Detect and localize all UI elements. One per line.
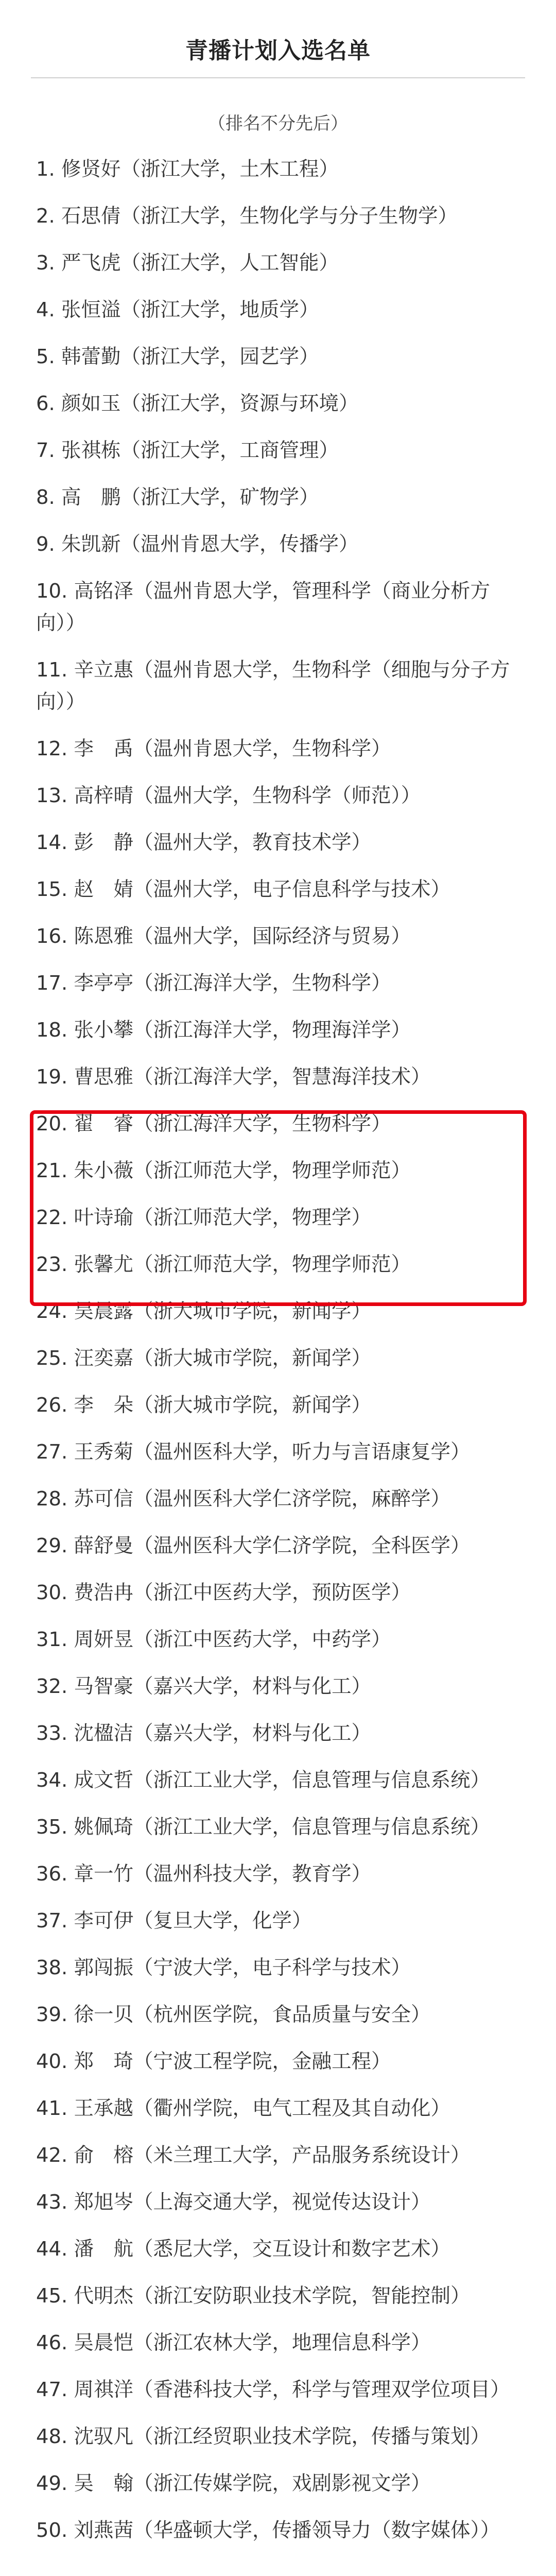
list-item: 23. 张馨尤（浙江师范大学，物理学师范） bbox=[36, 1253, 411, 1276]
list-item: 22. 叶诗瑜（浙江师范大学，物理学） bbox=[36, 1206, 371, 1229]
list-item: 11. 辛立惠（温州肯恩大学，生物科学（细胞与分子方向）） bbox=[36, 658, 510, 714]
list-item: 40. 郑 琦（宁波工程学院，金融工程） bbox=[36, 2050, 391, 2073]
list-item: 20. 翟 睿（浙江海洋大学，生物科学） bbox=[36, 1112, 391, 1136]
list-item: 8. 高 鹏（浙江大学，矿物学） bbox=[36, 486, 319, 509]
list-item: 33. 沈楹洁（嘉兴大学，材料与化工） bbox=[36, 1722, 371, 1745]
list-item: 27. 王秀菊（温州医科大学，听力与言语康复学） bbox=[36, 1440, 471, 1464]
list-item: 46. 吴晨恺（浙江农林大学，地理信息科学） bbox=[36, 2331, 431, 2354]
list-item: 25. 汪奕嘉（浙大城市学院，新闻学） bbox=[36, 1347, 371, 1370]
page-title: 青播计划入选名单 bbox=[185, 38, 371, 64]
list-item: 32. 马智豪（嘉兴大学，材料与化工） bbox=[36, 1675, 371, 1698]
list-item: 17. 李亭亭（浙江海洋大学，生物科学） bbox=[36, 972, 391, 995]
list-item: 13. 高梓晴（温州大学，生物科学（师范）） bbox=[36, 784, 421, 807]
list-item: 50. 刘燕茜（华盛顿大学，传播领导力（数字媒体）） bbox=[36, 2519, 500, 2542]
list-item: 28. 苏可信（温州医科大学仁济学院，麻醉学） bbox=[36, 1487, 450, 1511]
highlight-box bbox=[30, 1110, 527, 1306]
list-item: 14. 彭 静（温州大学，教育技术学） bbox=[36, 831, 371, 854]
list-item: 44. 潘 航（悉尼大学，交互设计和数字艺术） bbox=[36, 2238, 450, 2261]
list-item: 4. 张恒溢（浙江大学，地质学） bbox=[36, 298, 319, 321]
list-item: 29. 薛舒曼（温州医科大学仁济学院，全科医学） bbox=[36, 1534, 471, 1557]
list-item: 26. 李 朵（浙大城市学院，新闻学） bbox=[36, 1394, 371, 1417]
list-item: 15. 赵 婧（温州大学，电子信息科学与技术） bbox=[36, 878, 450, 901]
list-item: 1. 修贤好（浙江大学，土木工程） bbox=[36, 158, 339, 181]
list-item: 45. 代明杰（浙江安防职业技术学院，智能控制） bbox=[36, 2284, 471, 2308]
list-item: 42. 俞 榕（米兰理工大学，产品服务系统设计） bbox=[36, 2144, 471, 2167]
list-item: 47. 周祺洋（香港科技大学，科学与管理双学位项目） bbox=[36, 2378, 510, 2401]
list-item: 30. 费浩冉（浙江中医药大学，预防医学） bbox=[36, 1581, 411, 1604]
list-item: 7. 张祺栋（浙江大学，工商管理） bbox=[36, 439, 339, 462]
list-item: 21. 朱小薇（浙江师范大学，物理学师范） bbox=[36, 1159, 411, 1182]
list-item: 6. 颜如玉（浙江大学，资源与环境） bbox=[36, 392, 359, 415]
list-item: 37. 李可伊（复旦大学，化学） bbox=[36, 1909, 312, 1933]
list-item: 38. 郭闯振（宁波大学，电子科学与技术） bbox=[36, 1956, 411, 1979]
list-item: 49. 吴 翰（浙江传媒学院，戏剧影视文学） bbox=[36, 2472, 431, 2495]
list-item: 19. 曹思雅（浙江海洋大学，智慧海洋技术） bbox=[36, 1065, 431, 1089]
list-item: 36. 章一竹（温州科技大学，教育学） bbox=[36, 1862, 371, 1886]
list-item: 3. 严飞虎（浙江大学，人工智能） bbox=[36, 251, 339, 275]
list-item: 16. 陈恩雅（温州大学，国际经济与贸易） bbox=[36, 925, 411, 948]
list-item: 31. 周妍昱（浙江中医药大学，中药学） bbox=[36, 1628, 391, 1651]
list-item: 35. 姚佩琦（浙江工业大学，信息管理与信息系统） bbox=[36, 1816, 490, 1839]
title-divider bbox=[31, 77, 525, 78]
list-item: 18. 张小攀（浙江海洋大学，物理海洋学） bbox=[36, 1019, 411, 1042]
list-item: 39. 徐一贝（杭州医学院，食品质量与安全） bbox=[36, 2003, 431, 2026]
list-item: 34. 成文哲（浙江工业大学，信息管理与信息系统） bbox=[36, 1769, 490, 1792]
list-item: 10. 高铭泽（温州肯恩大学，管理科学（商业分析方向）） bbox=[36, 580, 490, 635]
selected-list bbox=[36, 154, 525, 2562]
list-item: 2. 石思倩（浙江大学，生物化学与分子生物学） bbox=[36, 205, 458, 228]
list-item: 9. 朱凯新（温州肯恩大学，传播学） bbox=[36, 533, 359, 556]
list-item: 41. 王承越（衢州学院，电气工程及其自动化） bbox=[36, 2097, 450, 2120]
list-item: 12. 李 禹（温州肯恩大学，生物科学） bbox=[36, 737, 391, 760]
list-item: 48. 沈驭凡（浙江经贸职业技术学院，传播与策划） bbox=[36, 2425, 490, 2448]
ranking-note: （排名不分先后） bbox=[208, 113, 348, 134]
list-item: 43. 郑旭岑（上海交通大学，视觉传达设计） bbox=[36, 2191, 431, 2214]
list-item: 5. 韩蕾勤（浙江大学，园艺学） bbox=[36, 345, 319, 368]
list-item: 24. 吴晨露（浙大城市学院，新闻学） bbox=[36, 1300, 371, 1323]
